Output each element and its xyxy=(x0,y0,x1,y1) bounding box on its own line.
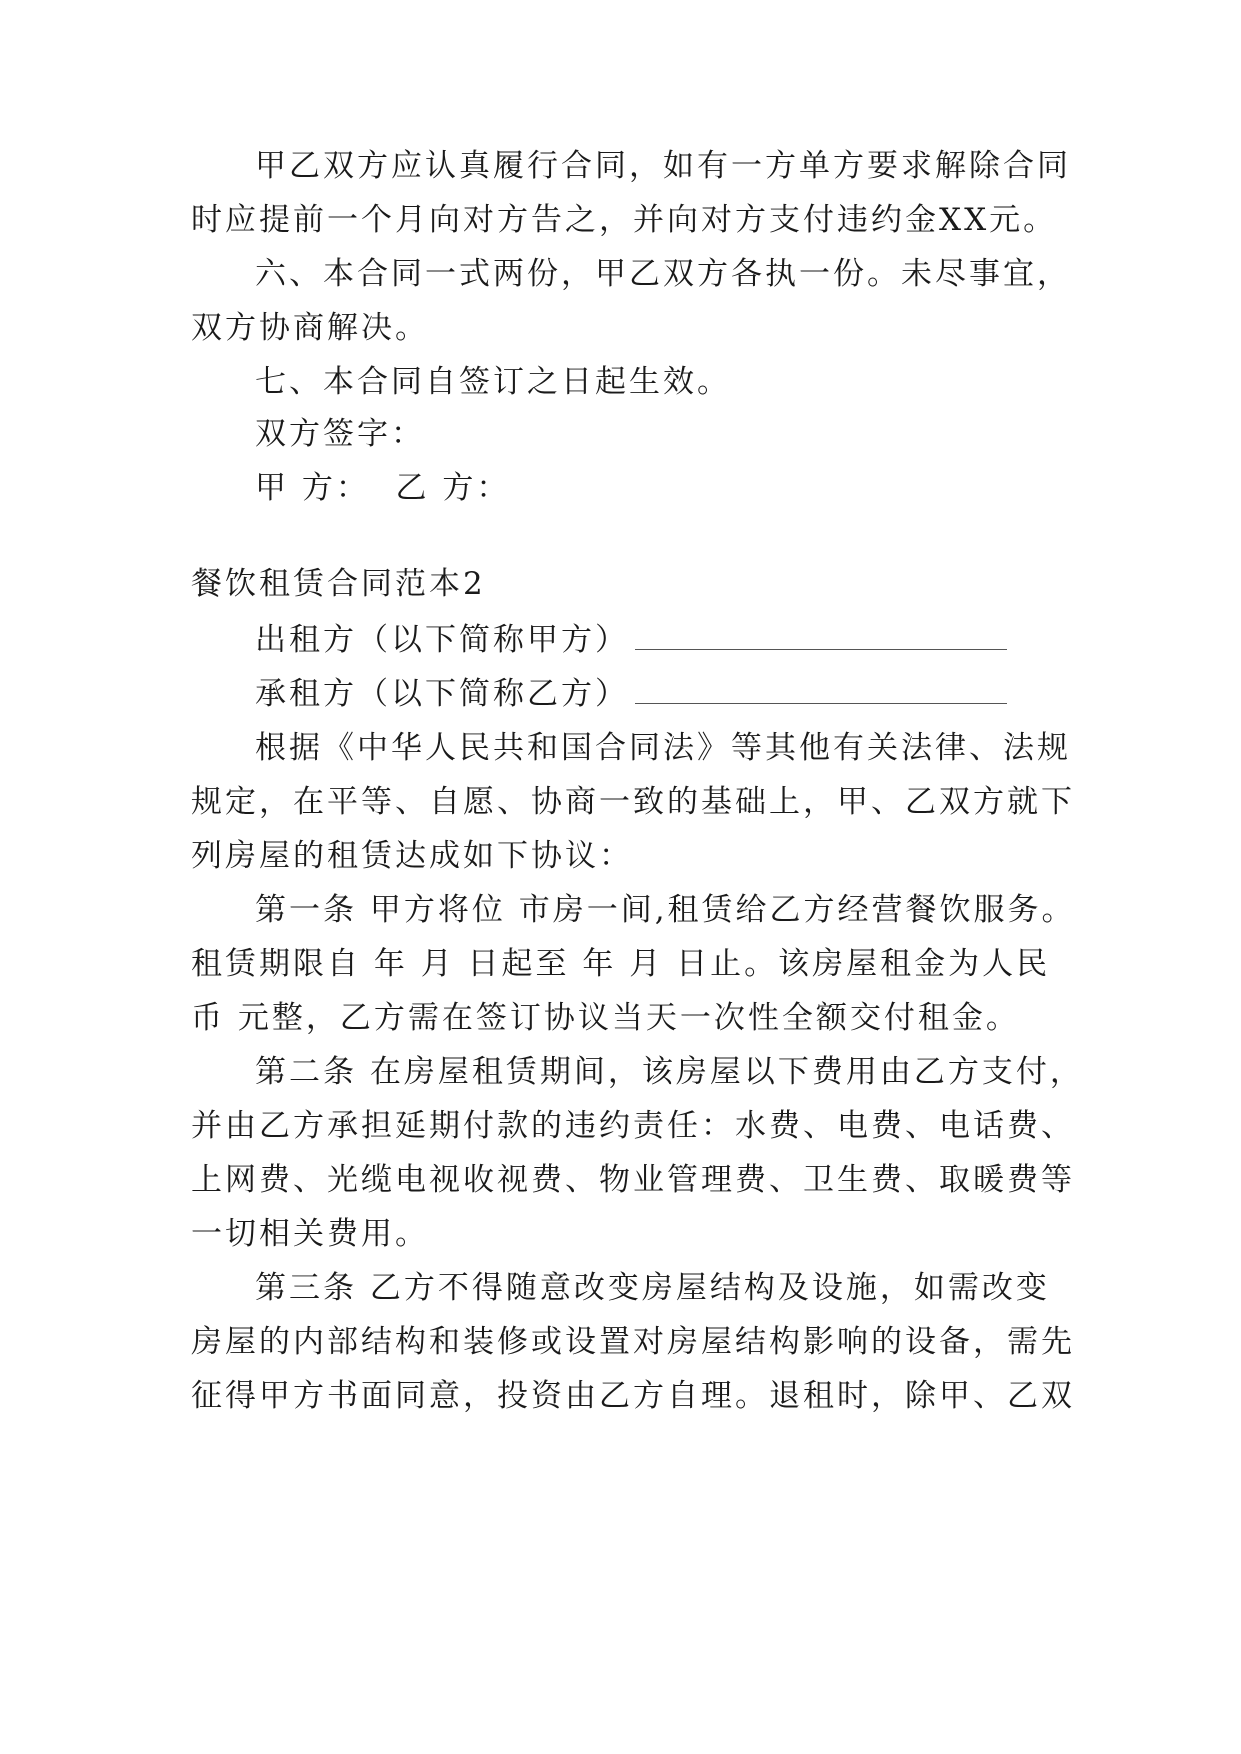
article-2-line-2: 并由乙方承担延期付款的违约责任：水费、电费、电话费、 xyxy=(191,1108,1075,1144)
article-1-line-2: 租赁期限自 年 月 日起至 年 月 日止。该房屋租金为人民 xyxy=(191,946,1051,982)
article-1-line-1: 第一条 甲方将位 市房一间,租赁给乙方经营餐饮服务。 xyxy=(255,892,1076,928)
lessee-line xyxy=(255,674,1007,714)
paragraph-breach-line-2: 时应提前一个月向对方告之，并向对方支付违约金XX元。 xyxy=(191,202,1058,238)
article-3-line-1: 第三条 乙方不得随意改变房屋结构及设施，如需改变 xyxy=(255,1270,1050,1306)
signatures-label: 双方签字： xyxy=(255,416,425,452)
article-3-line-2: 房屋的内部结构和装修或设置对房屋结构影响的设备，需先 xyxy=(191,1324,1075,1360)
lessee-blank xyxy=(635,679,1007,704)
article-3-line-3: 征得甲方书面同意，投资由乙方自理。退租时，除甲、乙双 xyxy=(191,1378,1075,1414)
clause-six-line-1: 六、本合同一式两份，甲乙双方各执一份。未尽事宜， xyxy=(255,256,1071,292)
lessee-label: 承租方（以下简称乙方） xyxy=(255,676,629,712)
section-title: 餐饮租赁合同范本2 xyxy=(191,566,486,602)
lessor-label: 出租方（以下简称甲方） xyxy=(255,622,629,658)
article-2-line-4: 一切相关费用。 xyxy=(191,1216,429,1252)
basis-line-3: 列房屋的租赁达成如下协议： xyxy=(191,838,633,874)
clause-six-line-2: 双方协商解决。 xyxy=(191,310,429,346)
lessor-line xyxy=(255,620,1007,660)
lessor-blank xyxy=(635,625,1007,650)
article-2-line-3: 上网费、光缆电视收视费、物业管理费、卫生费、取暖费等 xyxy=(191,1162,1075,1198)
basis-line-2: 规定，在平等、自愿、协商一致的基础上，甲、乙双方就下 xyxy=(191,784,1075,820)
article-2-line-1: 第二条 在房屋租赁期间，该房屋以下费用由乙方支付， xyxy=(255,1054,1084,1090)
paragraph-breach-line-1: 甲乙双方应认真履行合同，如有一方单方要求解除合同 xyxy=(255,148,1071,184)
signature-parties: 甲 方： 乙 方： xyxy=(255,470,511,506)
article-1-line-3: 币 元整，乙方需在签订协议当天一次性全额交付租金。 xyxy=(191,1000,1020,1036)
clause-seven: 七、本合同自签订之日起生效。 xyxy=(255,364,731,400)
basis-line-1: 根据《中华人民共和国合同法》等其他有关法律、法规 xyxy=(255,730,1071,766)
